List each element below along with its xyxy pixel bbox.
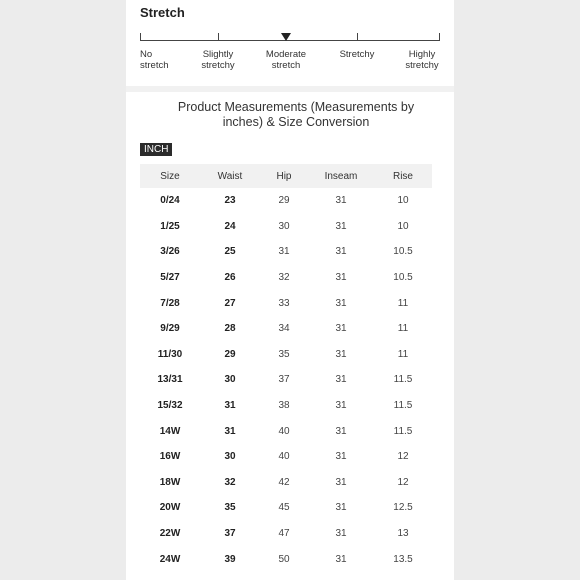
table-cell-inseam: 31 xyxy=(335,425,347,437)
table-cell-inseam: 31 xyxy=(335,348,347,360)
table-header-row xyxy=(140,164,432,188)
table-cell-rise: 11 xyxy=(397,323,409,335)
table-cell-hip: 33 xyxy=(278,297,290,309)
stretch-level-2 xyxy=(256,49,316,71)
table-cell-waist: 30 xyxy=(224,374,236,386)
table-cell-inseam: 31 xyxy=(335,400,347,412)
table-cell-hip: 34 xyxy=(278,323,290,335)
table-cell-waist: 29 xyxy=(224,348,236,360)
stretch-level-label: Stretchy xyxy=(339,49,375,60)
table-row xyxy=(140,546,432,572)
table-cell-hip: 37 xyxy=(278,374,290,386)
table-cell-size: 15/32 xyxy=(157,400,183,412)
stretch-pointer-icon xyxy=(281,33,291,41)
stretch-level-label: Highly xyxy=(408,49,436,60)
table-cell-size: 3/26 xyxy=(160,246,180,258)
table-cell-rise: 13.5 xyxy=(393,553,413,565)
table-cell-size: 18W xyxy=(159,476,181,488)
table-row xyxy=(140,342,432,368)
table-cell-rise: 11.5 xyxy=(393,374,413,386)
table-row xyxy=(140,470,432,496)
table-cell-waist: 31 xyxy=(224,425,236,437)
table-cell-waist: 37 xyxy=(224,528,236,540)
table-cell-rise: 10.5 xyxy=(393,272,413,284)
size-table xyxy=(140,164,432,572)
column-header-inseam: Inseam xyxy=(308,164,374,188)
table-cell-inseam: 31 xyxy=(335,220,347,232)
table-row xyxy=(140,418,432,444)
table-cell-inseam: 31 xyxy=(335,323,347,335)
table-cell-rise: 12 xyxy=(397,476,409,488)
table-cell-rise: 11 xyxy=(397,297,409,309)
table-cell-waist: 31 xyxy=(224,400,236,412)
table-row xyxy=(140,265,432,291)
table-cell-hip: 42 xyxy=(278,476,290,488)
stretch-level-0 xyxy=(126,49,190,71)
table-cell-rise: 11 xyxy=(397,348,409,360)
stretch-level-1 xyxy=(188,49,248,71)
table-cell-hip: 32 xyxy=(278,272,290,284)
table-cell-size: 14W xyxy=(159,425,181,437)
table-row xyxy=(140,239,432,265)
table-cell-rise: 13 xyxy=(397,528,409,540)
stretch-level-label: stretchy xyxy=(201,60,235,71)
table-row xyxy=(140,444,432,470)
stretch-tick xyxy=(357,33,358,41)
table-cell-hip: 40 xyxy=(278,451,290,463)
table-cell-size: 7/28 xyxy=(160,297,180,309)
table-cell-inseam: 31 xyxy=(335,297,347,309)
stretch-tick xyxy=(140,33,141,41)
table-cell-hip: 45 xyxy=(278,502,290,514)
table-cell-size: 24W xyxy=(159,553,181,565)
table-cell-rise: 11.5 xyxy=(393,400,413,412)
stretch-level-label: Moderate xyxy=(265,49,307,60)
table-cell-inseam: 31 xyxy=(335,502,347,514)
table-cell-hip: 35 xyxy=(278,348,290,360)
table-cell-inseam: 31 xyxy=(335,272,347,284)
stretch-card xyxy=(126,0,454,92)
column-header-hip: Hip xyxy=(260,164,308,188)
stretch-level-label: No xyxy=(140,49,153,60)
table-cell-rise: 10 xyxy=(397,195,409,207)
table-cell-inseam: 31 xyxy=(335,528,347,540)
table-cell-waist: 28 xyxy=(224,323,236,335)
table-cell-inseam: 31 xyxy=(335,553,347,565)
size-table-body xyxy=(140,188,432,572)
stretch-tick xyxy=(218,33,219,41)
size-guide-panel xyxy=(126,0,454,580)
stretch-level-3 xyxy=(327,49,387,60)
table-cell-rise: 10 xyxy=(397,220,409,232)
table-cell-rise: 12 xyxy=(397,451,409,463)
table-cell-size: 20W xyxy=(159,502,181,514)
table-cell-inseam: 31 xyxy=(335,476,347,488)
column-header-size: Size xyxy=(140,164,200,188)
table-cell-hip: 29 xyxy=(278,195,290,207)
table-cell-size: 5/27 xyxy=(160,272,180,284)
table-cell-size: 13/31 xyxy=(157,374,183,386)
unit-badge[interactable]: INCH xyxy=(140,143,172,156)
table-cell-hip: 30 xyxy=(278,220,290,232)
table-cell-size: 0/24 xyxy=(160,195,180,207)
stretch-level-label: stretch xyxy=(271,60,301,71)
stretch-title: Stretch xyxy=(140,5,185,20)
table-cell-hip: 50 xyxy=(278,553,290,565)
table-cell-hip: 40 xyxy=(278,425,290,437)
table-cell-rise: 12.5 xyxy=(393,502,413,514)
table-row xyxy=(140,521,432,547)
table-row xyxy=(140,290,432,316)
table-row xyxy=(140,214,432,240)
table-row xyxy=(140,367,432,393)
table-cell-waist: 27 xyxy=(224,297,236,309)
table-row xyxy=(140,393,432,419)
table-cell-size: 16W xyxy=(159,451,181,463)
table-cell-waist: 39 xyxy=(224,553,236,565)
table-cell-rise: 10.5 xyxy=(393,246,413,258)
column-header-waist: Waist xyxy=(200,164,260,188)
table-row xyxy=(140,495,432,521)
table-row xyxy=(140,188,432,214)
table-cell-inseam: 31 xyxy=(335,195,347,207)
stretch-level-label: Slightly xyxy=(202,49,234,60)
table-cell-hip: 31 xyxy=(278,246,290,258)
table-cell-inseam: 31 xyxy=(335,451,347,463)
table-cell-size: 9/29 xyxy=(160,323,180,335)
table-cell-hip: 47 xyxy=(278,528,290,540)
stretch-tick xyxy=(439,33,440,41)
table-cell-waist: 23 xyxy=(224,195,236,207)
table-cell-waist: 25 xyxy=(224,246,236,258)
table-cell-waist: 32 xyxy=(224,476,236,488)
table-cell-size: 1/25 xyxy=(160,220,180,232)
table-cell-size: 11/30 xyxy=(157,348,183,360)
table-cell-size: 22W xyxy=(159,528,181,540)
column-header-rise: Rise xyxy=(374,164,432,188)
stretch-level-label: stretch xyxy=(140,60,169,71)
table-cell-inseam: 31 xyxy=(335,246,347,258)
measurements-heading: Product Measurements (Measurements by inches) & Size Conversion xyxy=(177,100,415,129)
stretch-level-label: stretchy xyxy=(405,60,439,71)
table-cell-inseam: 31 xyxy=(335,374,347,386)
table-cell-waist: 26 xyxy=(224,272,236,284)
table-cell-waist: 30 xyxy=(224,451,236,463)
table-cell-waist: 35 xyxy=(224,502,236,514)
stretch-level-4 xyxy=(392,49,452,71)
table-cell-waist: 24 xyxy=(224,220,236,232)
table-cell-hip: 38 xyxy=(278,400,290,412)
table-row xyxy=(140,316,432,342)
table-cell-rise: 11.5 xyxy=(393,425,413,437)
